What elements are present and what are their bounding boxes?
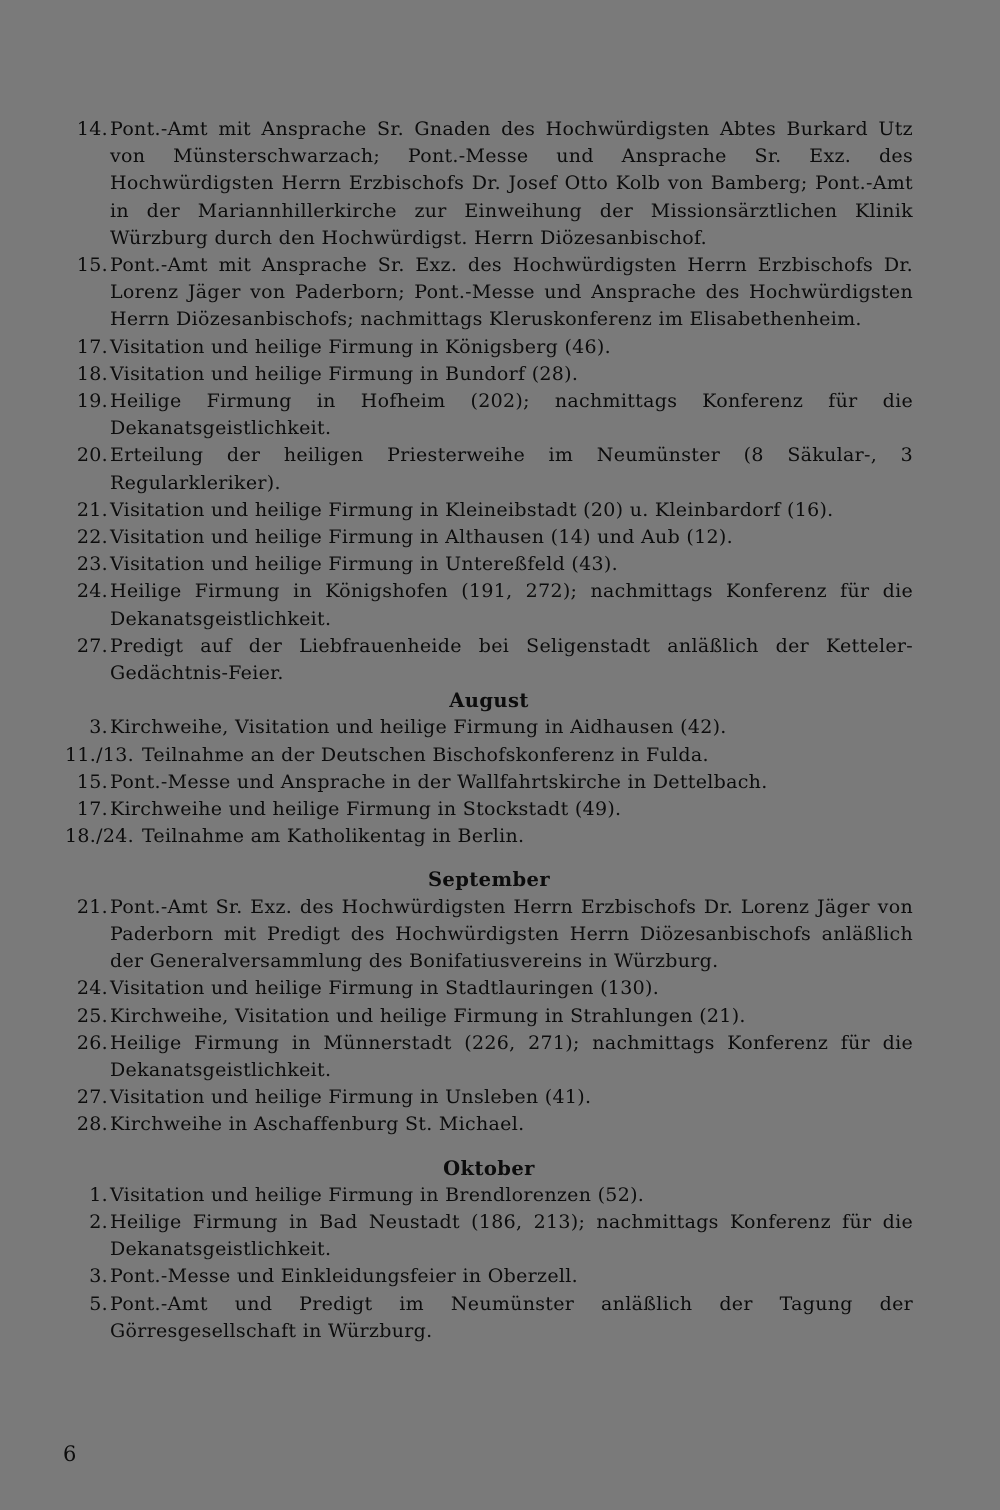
chronicle-content [65,116,913,1345]
entry-text: Heilige Firmung in Münnerstadt (226, 271); nachmittags Konferenz für die Dekanatsgeistlichkeit. [110,1031,913,1081]
entry-text: Erteilung der heiligen Priesterweihe im Neumünster (8 Säkular-, 3 Regularkleriker). [110,444,913,494]
chronicle-entry [65,714,913,741]
chronicle-entry [65,524,913,551]
entry-date: 18. [76,362,108,385]
chronicle-entry [65,975,913,1002]
entry-date: 25. [76,1004,108,1027]
chronicle-entry [65,1182,913,1209]
entry-text: Kirchweihe und heilige Firmung in Stockstadt (49). [110,798,622,821]
entry-text: Visitation und heilige Firmung in Kleineibstadt (20) u. Kleinbardorf (16). [110,498,834,521]
entry-text: Visitation und heilige Firmung in Untereßfeld (43). [110,553,618,576]
entry-text: Heilige Firmung in Hofheim (202); nachmittags Konferenz für die Dekanatsgeistlichkeit. [110,390,913,440]
section-block [65,116,913,687]
entry-date: 28. [76,1113,108,1136]
entry-date: 23. [76,553,108,576]
chronicle-entry [65,252,913,334]
chronicle-entry [65,894,913,976]
entry-text: Visitation und heilige Firmung in Königsberg (46). [110,335,611,358]
entry-text: Predigt auf der Liebfrauenheide bei Seligenstadt anläßlich der Ketteler-Gedächtnis-Feier. [110,634,913,685]
entry-date: 1. [89,1183,108,1206]
chronicle-entry [65,823,913,850]
entry-date: 26. [76,1031,108,1054]
chronicle-entry [65,334,913,361]
chronicle-entry [65,116,913,252]
chronicle-entry [65,497,913,524]
entry-text: Kirchweihe, Visitation und heilige Firmung in Aidhausen (42). [110,716,727,739]
entry-text: Pont.-Messe und Ansprache in der Wallfahrtskirche in Dettelbach. [110,770,768,793]
chronicle-entry [65,1111,913,1138]
section-block [65,850,913,1138]
entry-text: Pont.-Amt Sr. Exz. des Hochwürdigsten Herrn Erzbischofs Dr. Lorenz Jäger von Paderborn mit Predigt des Hochwürdigsten Herrn Diözesanbischofs anläßlich der Generalversammlung des Bonifatiusvereins in Würzburg. [110,895,913,973]
entry-date: 18./24. [65,825,134,848]
entry-date: 21. [76,498,108,521]
entry-text: Pont.-Amt und Predigt im Neumünster anläßlich der Tagung der Görresgesellschaft in Würzburg. [110,1292,913,1342]
entry-date: 20. [76,444,108,467]
chronicle-entry [65,1030,913,1084]
section-spacer [65,850,913,866]
entry-text: Heilige Firmung in Königshofen (191, 272); nachmittags Konferenz für die Dekanatsgeistlichkeit. [110,580,913,630]
entry-date: 24. [76,977,108,1000]
entry-date: 3. [89,716,108,739]
entry-text: Visitation und heilige Firmung in Unsleben (41). [110,1086,592,1109]
entry-date: 21. [76,895,108,918]
chronicle-entry [65,551,913,578]
entry-date: 5. [89,1292,108,1315]
month-heading: Oktober [443,1156,535,1180]
chronicle-entry [65,442,913,496]
entry-date: 14. [76,118,108,140]
entry-text: Pont.-Messe und Einkleidungsfeier in Oberzell. [110,1265,578,1288]
entry-date: 11./13. [65,743,134,766]
entry-date: 22. [76,526,108,549]
entry-date: 24. [76,580,108,603]
entry-text: Kirchweihe, Visitation und heilige Firmung in Strahlungen (21). [110,1004,746,1027]
page-number: 6 [63,1442,77,1466]
month-heading: August [449,689,529,713]
entry-date: 27. [76,634,108,657]
entry-text: Teilnahme am Katholikentag in Berlin. [141,825,525,848]
chronicle-entry [65,388,913,442]
section-block [65,1139,913,1345]
entry-text: Pont.-Amt mit Ansprache Sr. Gnaden des Hochwürdigsten Abtes Burkard Utz von Münsterschwarzach; Pont.-Messe und Ansprache Sr. Exz. des Hochwürdigsten Herrn Erzbischofs Dr. Josef Otto Kolb von Bamberg; Pont.-Amt in der Mariannhillerkirche zur Einweihung der Missionsärztlichen Klinik Würzburg durch den Hochwürdigst. Herrn Diözesanbischof. [110,118,913,249]
chronicle-entry [65,742,913,769]
entry-date: 19. [76,390,108,413]
entry-text: Visitation und heilige Firmung in Bundorf (28). [110,362,579,385]
entry-date: 27. [76,1086,108,1109]
chronicle-entry [65,361,913,388]
chronicle-entry [65,796,913,823]
entry-date: 17. [76,798,108,821]
entry-text: Pont.-Amt mit Ansprache Sr. Exz. des Hochwürdigsten Herrn Erzbischofs Dr. Lorenz Jäger von Paderborn; Pont.-Messe und Ansprache des Hochwürdigsten Herrn Diözesanbischofs; nachmittags Kleruskonferenz im Elisabethenheim. [110,254,913,331]
entry-text: Teilnahme an der Deutschen Bischofskonferenz in Fulda. [141,743,709,766]
entry-date: 15. [76,770,108,793]
section-block [65,687,913,850]
section-spacer [65,1139,913,1155]
month-heading: September [427,868,551,892]
entry-date: 2. [89,1210,108,1233]
entry-date: 17. [76,335,108,358]
chronicle-entry [65,1084,913,1111]
entry-date: 3. [89,1265,108,1288]
chronicle-entry [65,1003,913,1030]
chronicle-entry [65,1263,913,1290]
entry-text: Kirchweihe in Aschaffenburg St. Michael. [110,1113,525,1136]
chronicle-entry [65,633,913,687]
entry-text: Visitation und heilige Firmung in Brendlorenzen (52). [110,1183,645,1206]
entry-text: Heilige Firmung in Bad Neustadt (186, 213); nachmittags Konferenz für die Dekanatsgeistlichkeit. [110,1210,913,1261]
entry-text: Visitation und heilige Firmung in Stadtlauringen (130). [110,977,660,1000]
chronicle-entry [65,1209,913,1263]
entry-text: Visitation und heilige Firmung in Althausen (14) und Aub (12). [110,526,733,549]
chronicle-entry [65,1291,913,1345]
entry-date: 15. [76,254,108,277]
chronicle-entry [65,578,913,632]
chronicle-entry [65,769,913,796]
